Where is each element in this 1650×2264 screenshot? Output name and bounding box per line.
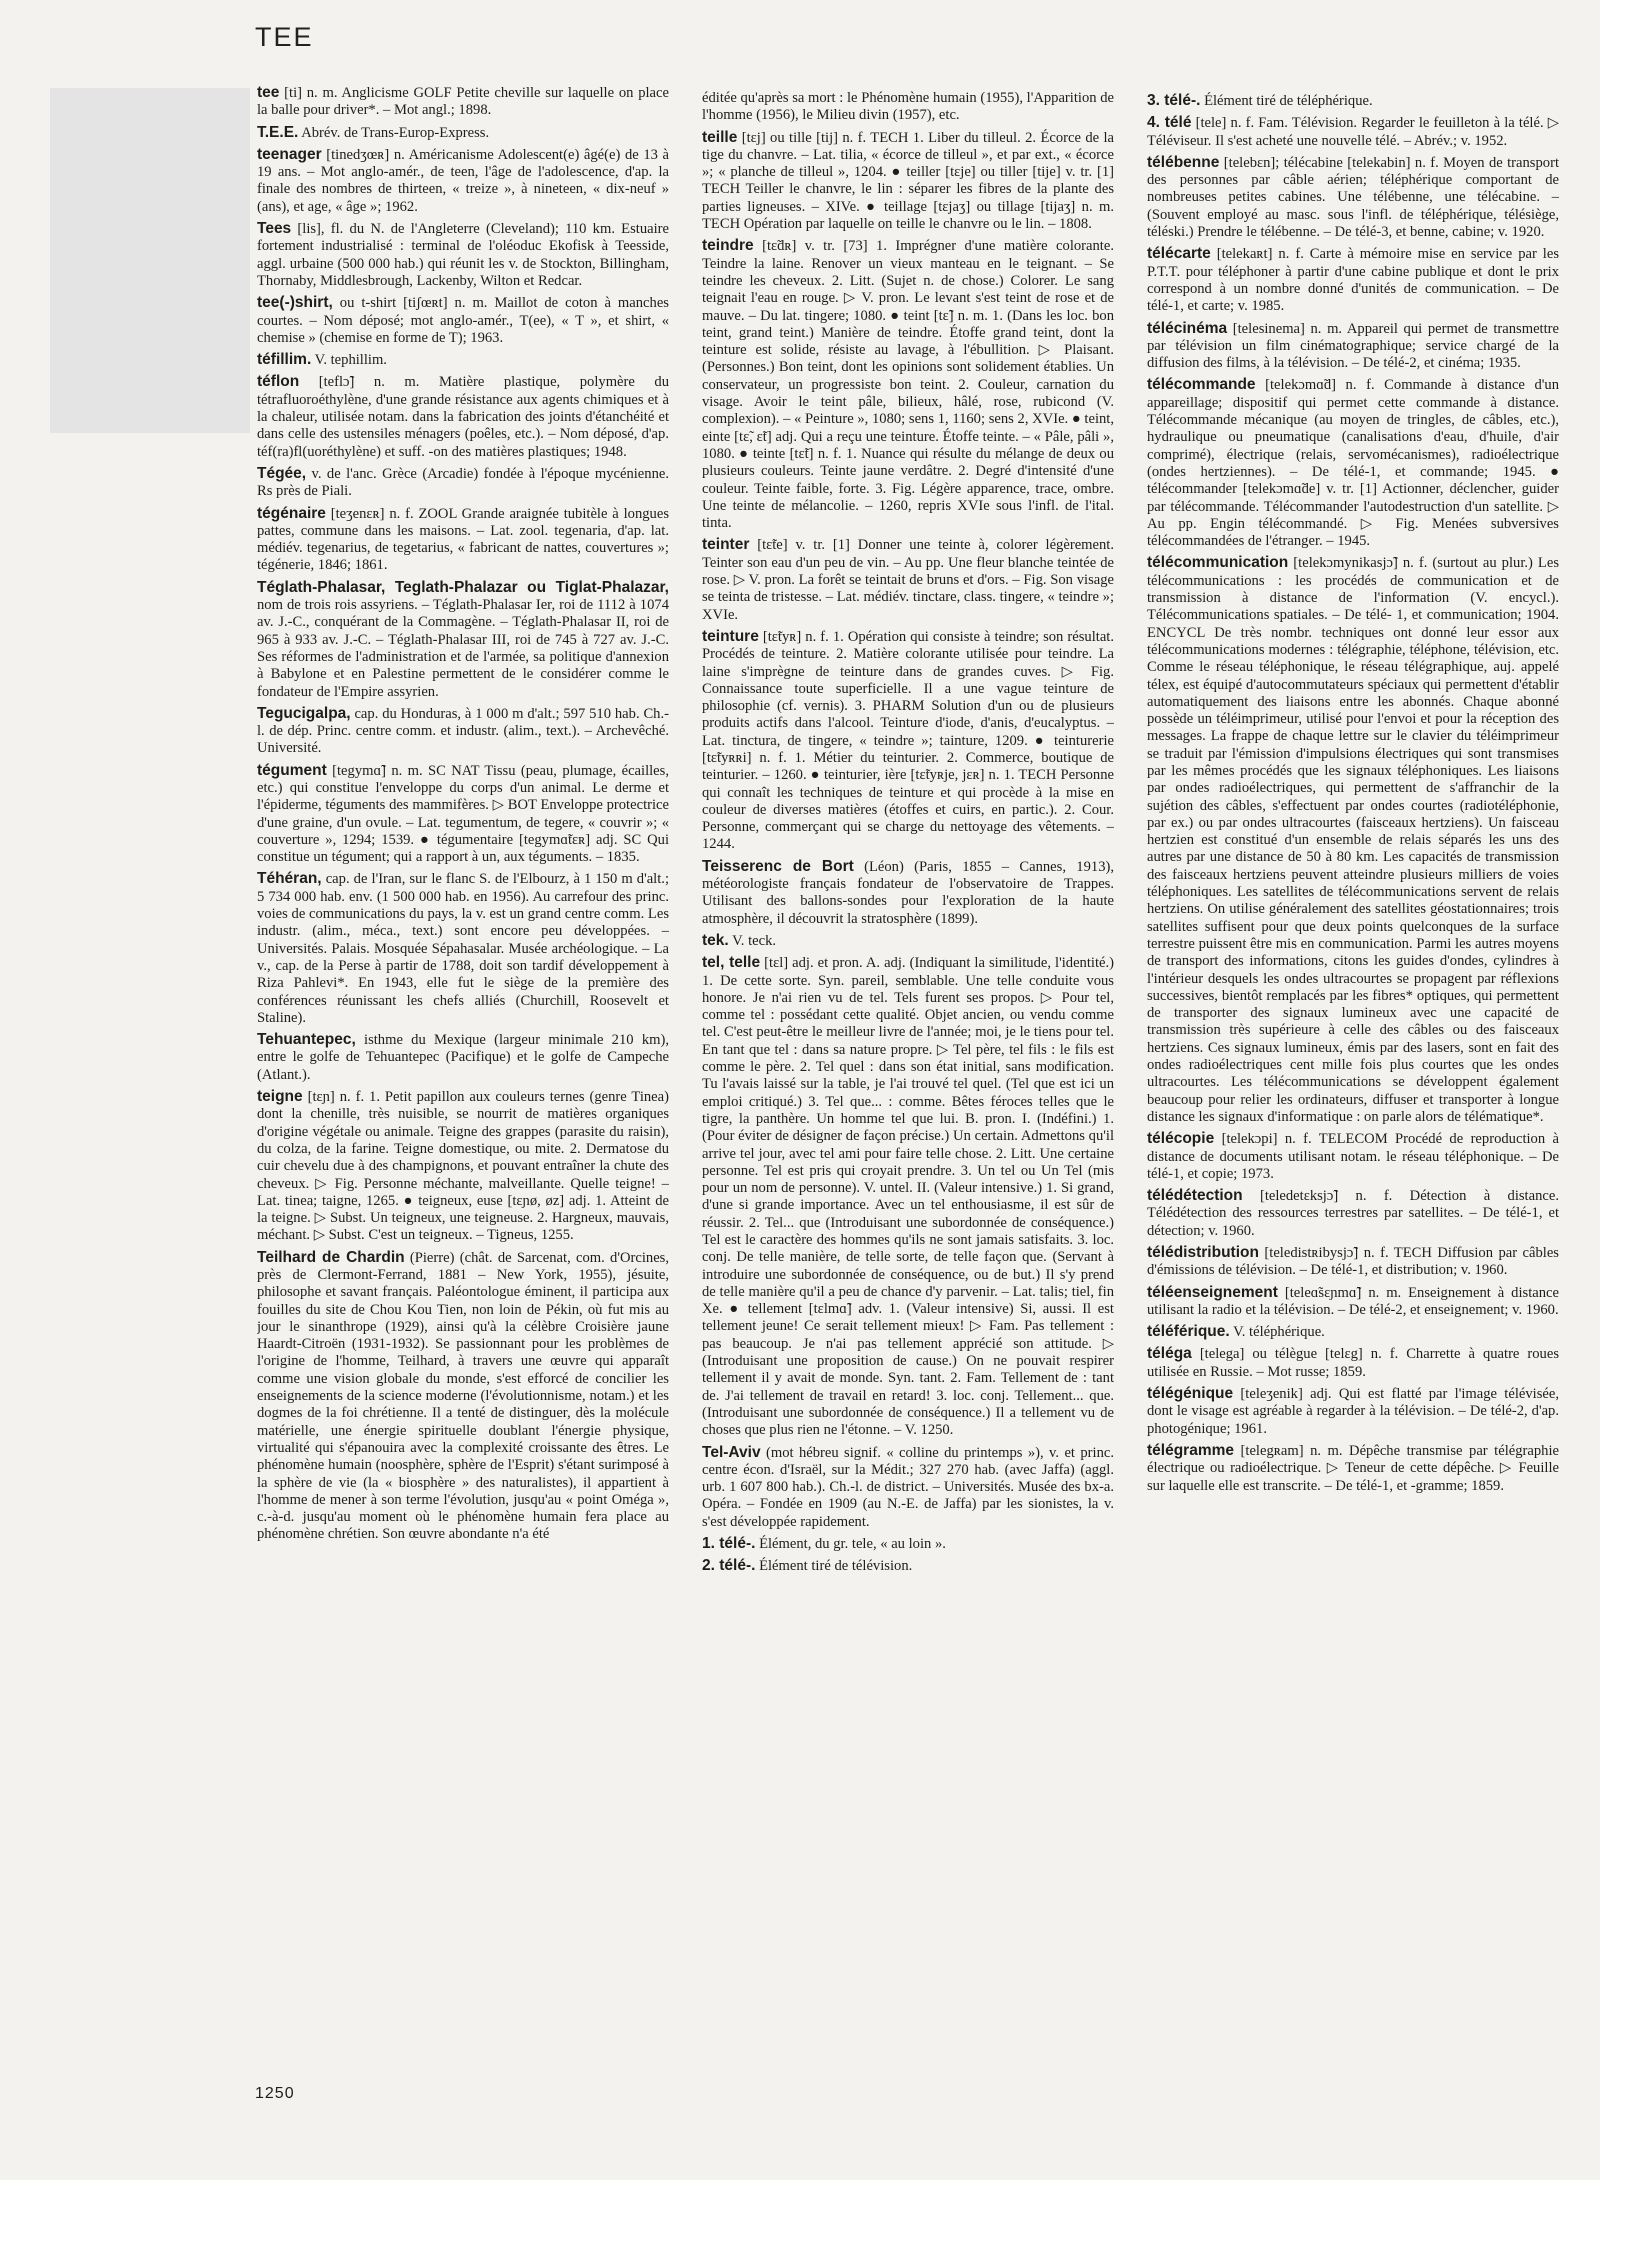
dictionary-entry [257, 762, 669, 867]
dictionary-entry [257, 220, 669, 290]
column-1 [257, 84, 669, 2094]
entry-headword: tee [257, 84, 280, 101]
dictionary-entry [1147, 154, 1559, 241]
entry-headword: tee(-)shirt, [257, 294, 333, 312]
entry-headword: Teilhard de Chardin [257, 1248, 405, 1266]
entry-headword: télécinéma [1147, 319, 1228, 337]
entry-headword: 2. télé-. [702, 1557, 756, 1575]
entry-headword: télégénique [1147, 1385, 1234, 1403]
dictionary-entry [257, 505, 669, 575]
entry-definition: nom de trois rois assyriens. – Téglath-Phalasar Ier, roi de 1112 à 1074 av. J.-C., conquérant de la Commagène. – Téglath-Phalasar II, roi de 965 à 933 av. J.-C. – Téglath-Phalasar III, roi de 745 à 727 av. J.-C. Ses réformes de l'administration et de l'armée, sa politique d'annexion à Babylone et en Palestine permettent de le considérer comme le fondateur de l'Empire assyrien. [257, 597, 669, 700]
entry-definition: [telekɔmɑ̃d] n. f. Commande à distance d'un appareillage; dispositif qui permet cette commande à distance. Télécommande mécanique (au moyen de tringles, de câbles, etc.), hydraulique ou pneumatique (canalisations d'eau, d'huile, d'air comprimé), électrique (relais, servomécanismes), radioélectrique (ondes hertziennes). – De télé-1, et commande; 1945. ● télécommander [telekɔmɑ̃de] v. tr. [1] Actionner, déclencher, guider par télécommande. Télécommander l'autodestruction d'un satellite. ▷ Au pp. Engin télécommandé. ▷ Fig. Menées subversives télécommandées de l'étranger. – 1945. [1147, 377, 1559, 550]
entry-definition: Élément, du gr. tele, « au loin ». [759, 1536, 946, 1553]
entry-definition: [lis], fl. du N. de l'Angleterre (Cleveland); 110 km. Estuaire fortement industrialisé : terminal de l'oléoduc Ekofisk à Teesside, aggl. urbaine (500 000 hab.) qui réunit les v. de Stockton, Billingham, Thornaby, Middlesbrough, Lackenby, Wilton et Redcar. [257, 221, 669, 289]
entry-definition: éditée qu'après sa mort : le Phénomène humain (1955), l'Apparition de l'homme (1956), le Milieu divin (1957), etc. [702, 90, 1114, 124]
entry-headword: teinture [702, 627, 759, 645]
entry-headword: teille [702, 128, 738, 146]
entry-headword: 1. télé-. [702, 1535, 756, 1553]
dictionary-entry [702, 129, 1114, 234]
entry-headword: 4. télé [1147, 114, 1192, 132]
entry-definition: [tinedʒœʀ] n. Américanisme Adolescent(e) âgé(e) de 13 à 19 ans. – Mot anglo-amér., de teen, l'âge de l'adolescence, d'ap. la finale des nombres de thirteen, « treize », à nineteen, « dix-neuf » (ans), et age, « âge »; 1962. [257, 146, 669, 215]
dictionary-entry [702, 237, 1114, 532]
entry-headword: téléenseignement [1147, 1283, 1278, 1301]
dictionary-entry [257, 1088, 669, 1245]
entry-definition: [ti] n. m. Anglicisme GOLF Petite cheville sur laquelle on place la balle pour driver*. – Mot angl.; 1898. [257, 85, 669, 119]
dictionary-entry [257, 124, 669, 142]
entry-headword: télédétection [1147, 1187, 1243, 1205]
dictionary-entry [1147, 1130, 1559, 1183]
entry-definition: [tele] n. f. Fam. Télévision. Regarder le feuilleton à la télé. ▷ Téléviseur. Il s'est acheté une nouvelle télé. – Abrév.; v. 1952. [1147, 115, 1559, 149]
entry-headword: télécommunication [1147, 554, 1289, 572]
entry-headword: teigne [257, 1088, 303, 1106]
entry-headword: Tegucigalpa, [257, 704, 351, 722]
dictionary-entry [257, 84, 669, 120]
entry-definition: [tɛj] ou tille [tij] n. f. TECH 1. Liber du tilleul. 2. Écorce de la tige du chanvre. – Lat. tilia, « écorce de tilleul », et par ext., « écorce »; « planche de tilleul », 1204. ● teiller [tɛje] ou tiller [tije] v. tr. [1] TECH Teiller le chanvre, le lin : séparer les fibres de la plante des parties ligneuses. – XIVe. ● teillage [tɛjaʒ] ou tillage [tijaʒ] n. m. TECH Opération par laquelle on teille le chanvre ou le lin. – 1808. [702, 129, 1114, 233]
entry-definition: [teleʒenik] adj. Qui est flatté par l'image télévisée, dont le visage est agréable à regarder à la télévision. – De télé-2, d'ap. photogénique; 1961. [1147, 1386, 1559, 1437]
dictionary-entry [257, 1249, 669, 1544]
dictionary-entry [702, 536, 1114, 623]
entry-definition: Élément tiré de téléphérique. [1204, 93, 1373, 109]
dictionary-entry [1147, 1385, 1559, 1438]
dictionary-entry [702, 954, 1114, 1439]
dictionary-entry [257, 465, 669, 501]
entry-definition: [tɛ̃dʀ] v. tr. [73] 1. Imprégner d'une matière colorante. Teindre la laine. Renover un vieux manteau en le teignant. – Se teindre les cheveux. 2. Litt. (Sujet n. de chose.) Colorer. Le sang teignait l'eau en rouge. ▷ V. pron. Le levant s'est teint de rose et de mauve. – Du lat. tingere; 1080. ● teint [tɛ̃] n. m. 1. (Dans les loc. bon teint, grand teint.) Manière de teindre. Étoffe grand teint, dont la teinture est solide, résiste au lavage, à l'ébullition. ▷ Plaisant. (Personnes.) Bon teint, dont les opinions sont solidement établies. Un conservateur, un progressiste bon teint. 2. Couleur, carnation du visage. Avoir le teint pâle, bilieux, hâlé, rose, rubicond (V. complexion). – « Peinture », 1080; sens 1, 1160; sens 2, XVIe. ● teint, einte [tɛ̃, ɛ̃t] adj. Qui a reçu une teinture. Étoffe teinte. – « Pâle, pâli », 1080. ● teinte [tɛ̃t] n. f. 1. Nuance qui résulte du mélange de deux ou plusieurs couleurs. Teinte jaune verdâtre. 2. Degré d'intensité d'une couleur. Teinte faible, forte. 3. Fig. Légère apparence, trace, ombre. Une teinte de mélancolie. – 1260, repris XVIe sous l'infl. de l'ital. tinta. [702, 238, 1114, 532]
entry-definition: [telegʀam] n. m. Dépêche transmise par télégraphie électrique ou radioélectrique. ▷ Teneur de cette dépêche. ▷ Feuille sur laquelle elle est transcrite. – De télé-1, et -gramme; 1859. [1147, 1442, 1559, 1494]
page-number: 1250 [255, 2085, 295, 2102]
column-2 [702, 90, 1114, 2100]
dictionary-entry [1147, 1323, 1559, 1341]
entry-definition: [telekɔpi] n. f. TELECOM Procédé de reproduction à distance de documents utilisant notam. le réseau téléphonique. – De télé-1, et copie; 1973. [1147, 1131, 1559, 1182]
dictionary-entry [257, 1031, 669, 1084]
entry-headword: 3. télé-. [1147, 92, 1201, 109]
entry-headword: tel, telle [702, 954, 761, 972]
entry-definition: V. teck. [732, 932, 777, 949]
entry-headword: tek. [702, 931, 729, 949]
entry-definition: ou t-shirt [tiʃœʀt] n. m. Maillot de coton à manches courtes. – Nom déposé; mot anglo-amér., T(ee), « T », et shirt, « chemise » (chemise en forme de T); 1963. [257, 295, 669, 346]
entry-headword: téléférique. [1147, 1323, 1230, 1341]
entry-headword: téfillim. [257, 351, 312, 369]
entry-definition: [telekaʀt] n. f. Carte à mémoire mise en service par les P.T.T. pour téléphoner à partir d'une cabine publique et dont le prix correspond à un nombre donné d'unités de communication. – De télé-1, et carte; v. 1985. [1147, 246, 1559, 315]
entry-headword: Tehuantepec, [257, 1031, 356, 1049]
entry-headword: teenager [257, 145, 322, 163]
entry-definition: [teledetɛksjɔ̃] n. f. Détection à distance. Télédétection des ressources terrestres par satellites. – De télé-1, et détection; v. 1960. [1147, 1188, 1559, 1239]
dictionary-entry [1147, 92, 1559, 110]
entry-headword: teindre [702, 237, 754, 255]
dictionary-entry [702, 628, 1114, 854]
dictionary-entry [1147, 114, 1559, 150]
entry-headword: Tel-Aviv [702, 1443, 761, 1461]
entry-headword: Tees [257, 220, 292, 238]
dictionary-entry [1147, 1244, 1559, 1280]
entry-definition: [telesinema] n. m. Appareil qui permet de transmettre par télévision un film cinématographique; service chargé de la diffusion des films, à la télévision. – De télé-2, et cinéma; 1935. [1147, 320, 1559, 372]
dictionary-entry [702, 932, 1114, 950]
entry-headword: télécopie [1147, 1130, 1215, 1148]
dictionary-entry [257, 373, 669, 460]
entry-definition: [tɛl] adj. et pron. A. adj. (Indiquant la similitude, l'identité.) 1. De cette sorte. Syn. pareil, semblable. Une telle conduite vous honore. Je n'ai rien vu de tel. Tels furent ses propos. ▷ Pour tel, comme tel : possédant cette qualité. Objet ancien, ou vendu comme tel. C'est peut-être le meilleur livre de l'année; moi, je le tiens pour tel. En tant que tel : dans sa nature propre. ▷ Tel père, tel fils : le fils est comme le père. 2. Tel quel : dans son état initial, sans modification. Tu l'avais laissé sur la table, je l'ai trouvé tel quel. (Tel que est ici un emploi critiqué.) 3. Tel que... : comme. Bêtes féroces telles que le tigre, la panthère. Un homme tel que lui. B. pron. I. (Indéfini.) 1. (Pour éviter de désigner de façon précise.) Un certain. Admettons qu'il arrive tel jour, avec tel ami pour faire telle chose. 2. Litt. Une certaine personne. Tel est pris qui croyait prendre. 3. Un tel ou Un Tel (mis pour un nom de personne). V. untel. II. (Valeur intensive.) 1. Si grand, d'une si grande importance. Avec un tel enthousiasme, il est sûr de réussir. 2. Tel... que (Introduisant une subordonnée de conséquence.) Tel est le caractère des hommes qu'ils ne sont jamais satisfaits. 3. loc. conj. De telle manière, de telle sorte, de telle façon que. (Servant à introduire une subordonnée de conséquence, ou de but.) Il s'y prend de telle manière qu'il a peu de chance d'y parvenir. – Lat. talis; tiel, fin Xe. ● tellement [tɛlmɑ̃] adv. 1. (Valeur intensive) Si, aussi. Il est tellement jeune! Ce serait tellement mieux! ▷ Fam. Pas tellement : pas beaucoup. Je n'ai pas tellement apprécié son attitude. ▷ (Introduisant une proposition de cause.) On ne pouvait respirer tellement il y avait de monde. Syn. tant. 2. Fam. Tellement de : tant de. J'ai tellement de travail en retard! 3. loc. conj. Tellement... que. (Introduisant une subordonnée de conséquence.) Il a tellement vu de choses que plus rien ne l'étonne. – V. 1250. [702, 955, 1114, 1439]
entry-headword: télécommande [1147, 376, 1256, 394]
entry-definition: [tegymɑ̃] n. m. SC NAT Tissu (peau, plumage, écailles, etc.) qui constitue l'enveloppe du corps d'un animal. Le derme et l'épiderme, téguments des mammifères. ▷ BOT Enveloppe protectrice d'une graine, d'un ovule. – Lat. tegumentum, de tegere, « couvrir »; « couverture », 1294; 1539. ● tégumentaire [tegymɑ̃tɛʀ] adj. SC Qui constitue un tégument; qui a rapport à un, aux téguments. – 1835. [257, 762, 669, 866]
entry-headword: téflon [257, 373, 300, 391]
dictionary-entry [702, 1444, 1114, 1531]
bleed-through-photo [50, 88, 250, 433]
entry-definition: cap. de l'Iran, sur le flanc S. de l'Elbourz, à 1 150 m d'alt.; 5 734 000 hab. env. (1 500 000 hab. en 1956). Au carrefour des princ. voies de communications du pays, la v. est un grand centre comm. Les industr. (alim., méca., text.) sont encore peu développées. – Universités. Palais. Mosquée Sépahasalar. Musée archéologique. – La v., cap. de la Perse à partir de 1788, doit son tardif développement à Riza Pahlevi*. En 1943, elle fut le siège de la première des conférences réunissant les chefs alliés (Churchill, Roosevelt et Staline). [257, 871, 669, 1026]
entry-headword: Téhéran, [257, 870, 322, 888]
entry-headword: télécarte [1147, 245, 1211, 263]
dictionary-entry [702, 858, 1114, 928]
entry-definition: (Léon) (Paris, 1855 – Cannes, 1913), météorologiste français fondateur de l'observatoire de Trappes. Utilisant des ballons-sondes pour l'exploration de la haute atmosphère, il découvrit la stratosphère (1899). [702, 858, 1114, 927]
entry-definition: Élément tiré de télévision. [759, 1558, 913, 1575]
dictionary-entry [1147, 554, 1559, 1126]
column-3 [1147, 92, 1559, 2102]
dictionary-entry [702, 90, 1114, 125]
entry-definition: Abrév. de Trans-Europ-Express. [301, 124, 490, 141]
entry-definition: isthme du Mexique (largeur minimale 210 km), entre le golfe de Tehuantepec (Pacifique) et le golfe de Campeche (Atlant.). [257, 1032, 669, 1083]
dictionary-entry [1147, 320, 1559, 373]
entry-headword: tégument [257, 761, 327, 779]
entry-headword: Tégée, [257, 464, 307, 482]
entry-headword: T.E.E. [257, 123, 299, 141]
entry-definition: [teledistʀibysjɔ̃] n. f. TECH Diffusion par câbles d'émissions de télévision. – De télé-1, et distribution; v. 1960. [1147, 1245, 1559, 1279]
dictionary-entry [257, 351, 669, 369]
dictionary-entry [1147, 1187, 1559, 1240]
dictionary-entry [1147, 1284, 1559, 1320]
entry-headword: Teisserenc de Bort [702, 857, 854, 875]
entry-headword: tégénaire [257, 504, 326, 522]
dictionary-entry [257, 146, 669, 216]
dictionary-entry [257, 705, 669, 758]
entry-definition: [tɛɲ] n. f. 1. Petit papillon aux couleurs ternes (genre Tinea) dont la chenille, très nuisible, se nourrit de matières organiques d'origine végétale ou animale. Teigne des grappes (parasite du raisin), du colza, de la farine. Teigne domestique, ou mite. 2. Dermatose du cuir chevelu due à des champignons, et pouvant entraîner la chute des cheveux. ▷ Fig. Personne méchante, malveillante. Quelle teigne! – Lat. tinea; taigne, 1265. ● teigneux, euse [tɛɲø, øz] adj. 1. Atteint de la teigne. ▷ Subst. Un teigneux, une teigneuse. 2. Hargneux, mauvais, méchant. ▷ Subst. C'est un teigneux. – Tigneus, 1255. [257, 1089, 669, 1244]
dictionary-entry [257, 579, 669, 701]
entry-definition: V. tephillim. [314, 352, 387, 369]
entry-headword: teinter [702, 536, 750, 554]
entry-definition: [teleɑ̃sɛɲmɑ̃] n. m. Enseignement à distance utilisant la radio et la télévision. – De télé-2, et enseignement; v. 1960. [1147, 1284, 1559, 1318]
dictionary-entry [1147, 376, 1559, 550]
entry-definition: [telega] ou télègue [telɛg] n. f. Charrette à quatre roues utilisée en Russie. – Mot russe; 1859. [1147, 1346, 1559, 1380]
dictionary-entry [702, 1557, 1114, 1575]
entry-headword: Téglath-Phalasar, Teglath-Phalazar ou Tiglat-Phalazar, [257, 578, 669, 596]
entry-definition: [tɛ̃te] v. tr. [1] Donner une teinte à, colorer légèrement. Teinter son eau d'un peu de vin. – Au pp. Une fleur blanche teintée de rose. ▷ V. pron. La forêt se teintait de bruns et d'ors. – Fig. Son visage se teinta de tristesse. – Lat. médiév. tinctare, class. tingere, « teindre »; XVIe. [702, 537, 1114, 623]
dictionary-entry [257, 294, 669, 347]
entry-headword: télédistribution [1147, 1244, 1259, 1261]
entry-definition: [telebɛn]; télécabine [telekabin] n. f. Moyen de transport des personnes par câble aérien; téléphérique comportant de nombreuses petites cabines. Une télébenne, une télécabine. – (Souvent employé au masc. sous l'infl. de téléphérique, télésiège, téléski.) Prendre le télébenne. – De télé-3, et benne, cabine; v. 1920. [1147, 154, 1559, 241]
entry-definition: [tɛ̃tyʀ] n. f. 1. Opération qui consiste à teindre; son résultat. Procédés de teinture. 2. Matière colorante utilisée pour teindre. La laine s'imprègne de teinture dans de grandes cuves. ▷ Fig. Connaissance toute superficielle. Il a une vague teinture de philosophie (cf. vernis). 3. PHARM Solution d'un ou de plusieurs produits actifs dans l'alcool. Teinture d'iode, d'anis, d'eucalyptus. – Lat. tinctura, de tingere, « teindre »; tainture, 1209. ● teinturerie [tɛ̃tyʀʀi] n. f. 1. Métier du teinturier. 2. Commerce, boutique de teinturier. – 1260. ● teinturier, ière [tɛ̃tyʀje, jɛʀ] n. 1. TECH Personne qui connaît les techniques de teinture et qui procède à la mise en couleur de diverses matières (étoffes et cuirs, en partic.). 2. Cour. Personne, commerçant qui se charge du nettoyage des vêtements. – 1244. [702, 628, 1114, 853]
dictionary-entry [702, 1535, 1114, 1553]
entry-definition: cap. du Honduras, à 1 000 m d'alt.; 597 510 hab. Ch.-l. de dép. Princ. centre comm. et industr. (alim., text.). – Archevêché. Université. [257, 705, 669, 757]
entry-definition: v. de l'anc. Grèce (Arcadie) fondée à l'époque mycénienne. Rs près de Piali. [257, 465, 669, 500]
entry-headword: télégramme [1147, 1441, 1235, 1459]
entry-headword: téléga [1147, 1345, 1192, 1363]
entry-definition: V. téléphérique. [1233, 1324, 1325, 1341]
entry-definition: (Pierre) (chât. de Sarcenat, com. d'Orcines, près de Clermont-Ferrand, 1881 – New York, 1955), jésuite, philosophe et savant français. Paléontologue éminent, il participa aux fouilles du site de Chou Kou Tien, non loin de Pékin, où fut mis au jour le sinanthrope (1929), ainsi qu'à la célèbre Croisière jaune Haardt-Citroën (1931-1932). Se passionnant pour les problèmes de l'origine de l'homme, Teilhard, à travers une œuvre qui apparaît comme une vision globale du monde, s'est efforcé de concilier les enseignements de la science moderne (l'évolutionnisme, notam.) et les dogmes de la foi chrétienne. Il a tenté de distinguer, dès la molécule matérielle, une énergie spirituelle doublant l'énergie physique, virtualité qui s'épanouira avec la complexité croissante des êtres. Le phénomène humain (noosphère, sphère de l'Esprit) s'étant surimposé à la sphère de vie (la « biosphère » des naturalistes), il appartient à l'homme de mener à son terme l'évolution, jusqu'au « point Oméga », c.-à-d. jusqu'au moment où le phénomène humain fera place au phénomène chrétien. Son œuvre abondante n'a été [257, 1249, 669, 1543]
entry-definition: (mot hébreu signif. « colline du printemps »), v. et princ. centre écon. d'Israël, sur la Médit.; 327 270 hab. (avec Jaffa) (aggl. urb. 1 607 800 hab.). Ch.-l. de district. – Universités. Musée des bx-a. Opéra. – Fondée en 1909 (au N.-E. de Jaffa) par les sionistes, la v. s'est développée rapidement. [702, 1444, 1114, 1530]
dictionary-entry [257, 870, 669, 1027]
entry-definition: [teʒenɛʀ] n. f. ZOOL Grande araignée tubitèle à longues pattes, commune dans les maisons. – Lat. zool. tegenaria, d'ap. lat. médiév. tegenarius, de tegetarius, « fabricant de nattes, couvertures »; tégénerie, 1846; 1861. [257, 505, 669, 574]
entry-definition: [teflɔ̃] n. m. Matière plastique, polymère du tétrafluoroéthylène, d'une grande résistance aux agents chimiques et à la chaleur, utilisée notam. dans la fabrication des joints d'étanchéité et dans celle des ustensiles ménagers (poêles, etc.). – Nom déposé, d'ap. téf(ra)fl(uoréthylène) et suff. -on des matières plastiques; 1948. [257, 374, 669, 460]
entry-headword: télébenne [1147, 153, 1220, 171]
dictionary-entry [1147, 1345, 1559, 1381]
running-header: TEE [255, 22, 314, 52]
dictionary-entry [1147, 245, 1559, 315]
dictionary-entry [1147, 1442, 1559, 1495]
entry-definition: [telekɔmynikasjɔ̃] n. f. (surtout au plur.) Les télécommunications : les procédés de communication et de transmission à distance de l'information (V. encycl.). Télécommunications spatiales. – De télé- 1, et communication; 1904. ENCYCL De très nombr. techniques ont donné leur essor aux télécommunications modernes : télégraphie, téléphone, télévision, etc. Comme le réseau téléphonique, le réseau télégraphique, auj. appelé télex, est équipé d'autocommutateurs spéciaux qui permettent d'établir automatiquement des liaisons entre les abonnés. Chaque abonné possède un téléimprimeur, utilisé pour l'envoi et pour la réception des messages. La frappe de chaque lettre sur le clavier du téléimprimeur se traduit par l'émission d'impulsions électriques qui sont transmises par les mêmes procédés que les signaux téléphoniques. Les liaisons par ondes radioélectriques, qui permettent de s'affranchir de la sujétion des câbles, s'effectuent par ondes courtes (radiotéléphonie, par ex.) ou par ondes ultracourtes (faisceaux hertziens). Un faisceau hertzien est constitué d'un ensemble de relais séparés les uns des autres par une distance de 50 à 80 km. Les capacités de transmission des faisceaux hertziens peuvent atteindre plusieurs milliers de voies téléphoniques. Les satellites de télécommunications servent de relais hertziens. On utilise généralement des satellites géostationnaires; trois satellites suffisent pour que deux points quelconques de la surface terrestre puissent être mis en communication. Parmi les autres moyens de transport des informations, citons les guides d'ondes, cylindres à l'intérieur desquels les ondes ultracourtes se propagent par réflexions successives, bientôt remplacés par les fibres* optiques, qui permettent de transporter des signaux lumineux avec une capacité de transmission très supérieure à celle des câbles ou des faisceaux hertziens. Ces signaux lumineux, émis par des lasers, sont en fait des ondes radioélectriques cent mille fois plus courtes que les ondes ultracourtes. Les télécommunications se développent également beaucoup pour relier les ordinateurs, diffuser et transporter à longue distance les signaux d'informatique : on parle alors de télématique*. [1147, 555, 1559, 1125]
